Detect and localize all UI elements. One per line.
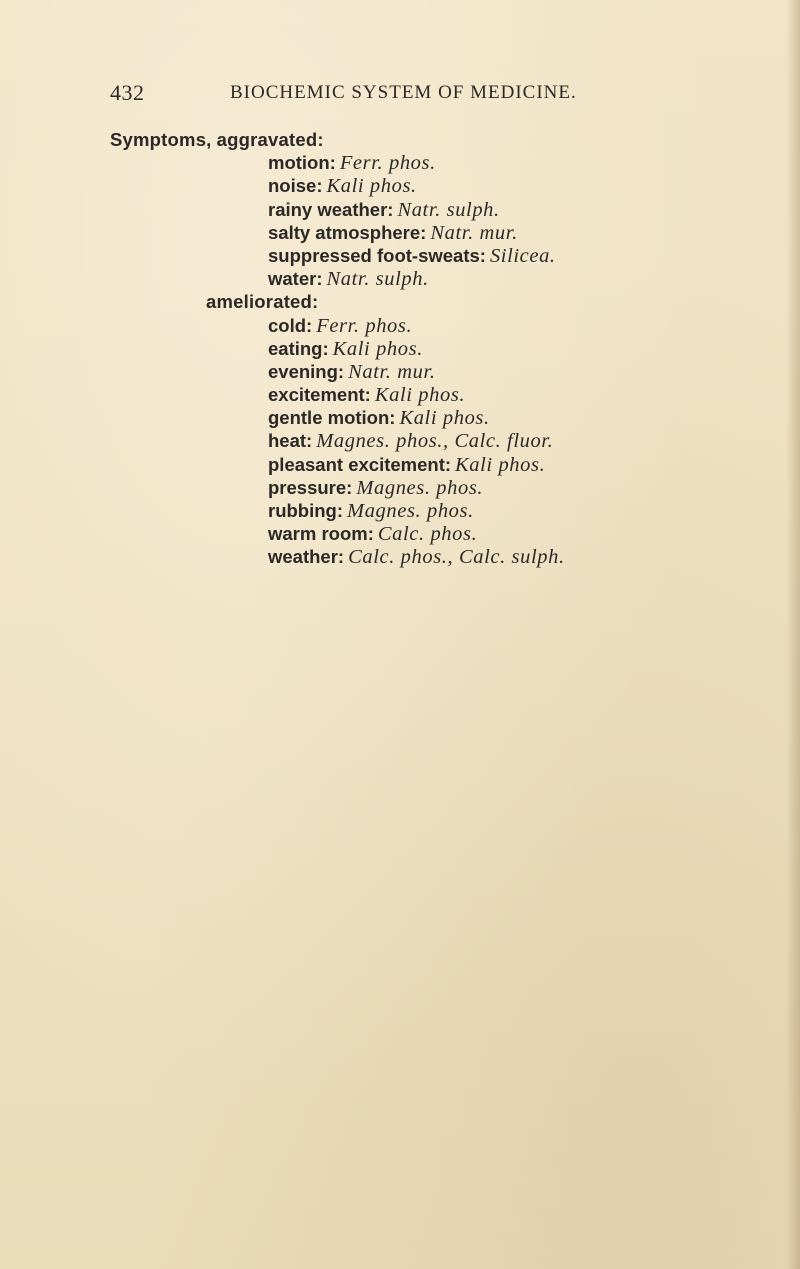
index-entry: [110, 198, 730, 221]
entry-remedy: Kali phos.: [374, 384, 466, 407]
entry-remedy: Kali phos.: [326, 175, 417, 198]
index-entry: [110, 383, 730, 406]
entry-term: water:: [268, 268, 323, 290]
entry-remedy: Natr. mur.: [430, 221, 518, 244]
entry-term: rubbing:: [268, 500, 344, 521]
index-entry: [110, 545, 730, 568]
index-entry: [110, 406, 730, 429]
entry-term: gentle motion:: [268, 407, 396, 429]
index-entry: [110, 314, 730, 337]
index-entry: [110, 174, 730, 197]
section-heading-ameliorated: [110, 290, 730, 313]
index-entry: [110, 360, 730, 383]
entry-remedy: Natr. sulph.: [397, 198, 500, 221]
section-label: ameliorated:: [206, 291, 319, 313]
entry-term: pleasant excitement:: [268, 453, 452, 475]
page-header: [110, 80, 610, 110]
entry-remedy: Magnes. phos.: [347, 500, 474, 522]
entry-term: heat:: [268, 430, 313, 452]
entry-remedy: Kali phos.: [332, 337, 423, 360]
index-entry: [110, 244, 730, 267]
page-number: 432: [110, 80, 145, 105]
index-entry: [110, 337, 730, 360]
index-entry: [110, 221, 730, 244]
entry-term: suppressed foot-sweats:: [268, 244, 486, 266]
entry-term: salty atmosphere:: [268, 221, 427, 243]
index-entry: [110, 499, 730, 522]
section-heading-aggravated: [110, 128, 730, 151]
index-entry: [110, 522, 730, 545]
entry-remedy: Natr. mur.: [348, 360, 436, 383]
index-entry: [110, 453, 730, 476]
section-label: aggravated:: [216, 129, 324, 150]
entry-remedy: Ferr. phos.: [339, 152, 436, 175]
entry-term: rainy weather:: [268, 198, 394, 220]
symptoms-label: Symptoms,: [110, 129, 212, 150]
entry-remedy: Kali phos.: [399, 407, 490, 430]
entry-term: noise:: [268, 175, 323, 197]
entry-term: motion:: [268, 152, 336, 174]
entry-remedy: Kali phos.: [455, 453, 546, 476]
page-edge-shadow: [786, 0, 800, 1269]
entry-remedy: Silicea.: [489, 244, 556, 267]
entry-remedy: Natr. sulph.: [326, 268, 429, 291]
entry-term: eating:: [268, 337, 329, 359]
entry-remedy: Ferr. phos.: [316, 314, 413, 337]
index-entry: [110, 267, 730, 290]
entry-term: evening:: [268, 360, 345, 382]
entry-remedy: Calc. phos.: [377, 523, 478, 546]
entry-term: excitement:: [268, 384, 371, 406]
entry-term: pressure:: [268, 476, 353, 498]
index-content: [110, 128, 730, 569]
index-entry: [110, 476, 730, 499]
entry-remedy: Magnes. phos., Calc. fluor.: [316, 430, 554, 453]
index-entry: [110, 151, 730, 174]
entry-term: warm room:: [268, 523, 374, 545]
entry-term: cold:: [268, 314, 313, 336]
entry-term: weather:: [268, 546, 345, 568]
running-head: BIOCHEMIC SYSTEM OF MEDICINE.: [230, 82, 577, 103]
entry-remedy: Calc. phos., Calc. sulph.: [348, 546, 565, 569]
entry-remedy: Magnes. phos.: [356, 476, 484, 499]
index-entry: [110, 429, 730, 452]
